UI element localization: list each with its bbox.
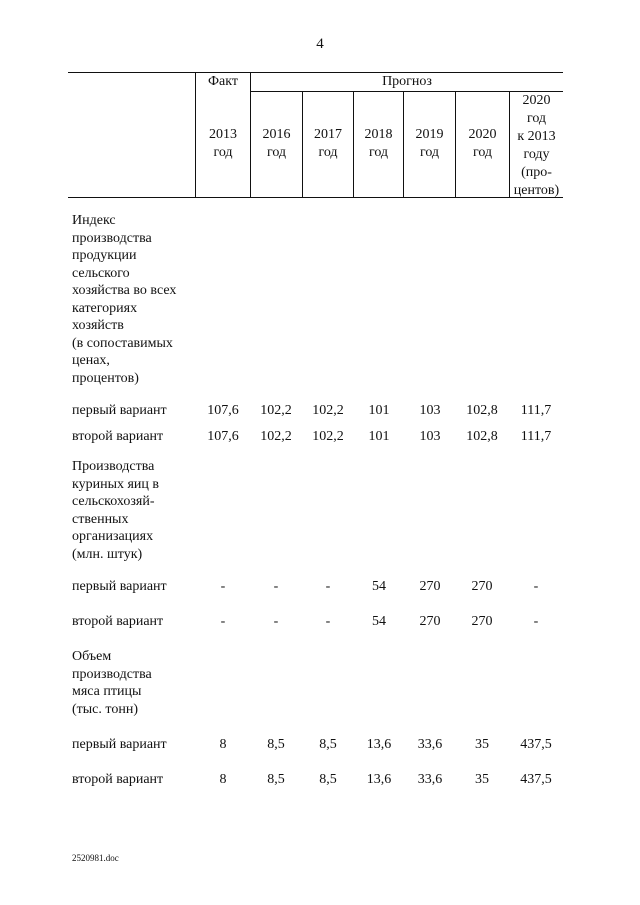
document-footer: 2520981.doc (72, 853, 119, 863)
table-cell: - (325, 579, 331, 594)
table-cell: 8 (219, 737, 227, 752)
table-cell: 33,6 (417, 772, 443, 787)
table-cell: 270 (471, 579, 493, 594)
table-cell: 437,5 (520, 772, 552, 787)
table-row: второй вариант (72, 429, 164, 444)
table-cell: - (220, 614, 226, 629)
table-cell: - (273, 614, 279, 629)
table-cell: 54 (372, 579, 386, 594)
table-cell: - (533, 614, 539, 629)
table-cell: 270 (419, 614, 441, 629)
table-cell: 33,6 (417, 737, 443, 752)
table-cell: - (273, 579, 279, 594)
table-cell: 270 (419, 579, 441, 594)
table-cell: 111,7 (520, 429, 552, 444)
header-year-2019: 2019 год (415, 127, 444, 160)
table-cell: 101 (368, 429, 390, 444)
table-cell: 8,5 (267, 772, 285, 787)
header-year-2017: 2017 год (314, 127, 342, 160)
table-cell: 270 (471, 614, 493, 629)
table-cell: 8,5 (319, 737, 337, 752)
header-year-2016: 2016 год (262, 127, 291, 160)
header-forecast: Прогноз (382, 74, 432, 89)
table-row: второй вариант (72, 772, 164, 787)
table-row: второй вариант (72, 614, 164, 629)
section-title-production-index: Индекс производства продукции сельского хозяйства во всех категориях хозяйств (в сопоставимых ценах, процентов) (72, 213, 177, 386)
table-cell: 102,2 (260, 403, 292, 418)
section-title-poultry-meat: Объем производства мяса птицы (тыс. тонн) (72, 649, 152, 717)
table-cell: 107,6 (207, 429, 239, 444)
table-cell: 111,7 (520, 403, 552, 418)
table-cell: 35 (475, 772, 489, 787)
table-cell: - (220, 579, 226, 594)
table-cell: 102,8 (466, 429, 498, 444)
table-cell: 8,5 (267, 737, 285, 752)
table-cell: 103 (419, 403, 441, 418)
header-year-2013: 2013 год (209, 127, 237, 160)
page-number: 4 (316, 36, 324, 52)
table-cell: 102,2 (312, 403, 344, 418)
table-row: первый вариант (72, 737, 167, 752)
table-cell: 35 (475, 737, 489, 752)
table-cell: 102,2 (260, 429, 292, 444)
table-cell: 13,6 (366, 772, 392, 787)
table-cell: 13,6 (366, 737, 392, 752)
table-cell: 102,2 (312, 429, 344, 444)
table-cell: 437,5 (520, 737, 552, 752)
table-cell: - (533, 579, 539, 594)
table-cell: 101 (368, 403, 390, 418)
table-cell: 54 (372, 614, 386, 629)
header-year-2018: 2018 год (364, 127, 393, 160)
table-cell: - (325, 614, 331, 629)
table-cell: 102,8 (466, 403, 498, 418)
table-cell: 107,6 (207, 403, 239, 418)
header-year-2020: 2020 год (468, 127, 497, 160)
section-title-eggs: Производства куриных яиц в сельскохозяй- ственных организациях (млн. штук) (72, 459, 160, 562)
header-fact: Факт (207, 74, 238, 89)
table-cell: 8 (219, 772, 227, 787)
table-row: первый вариант (72, 579, 167, 594)
table-cell: 103 (419, 429, 441, 444)
table-row: первый вариант (72, 403, 167, 418)
table-header-bottom-rule (68, 197, 563, 198)
header-2020-vs-2013: 2020 год к 2013 году (про- центов) (513, 93, 560, 198)
table-cell: 8,5 (319, 772, 337, 787)
